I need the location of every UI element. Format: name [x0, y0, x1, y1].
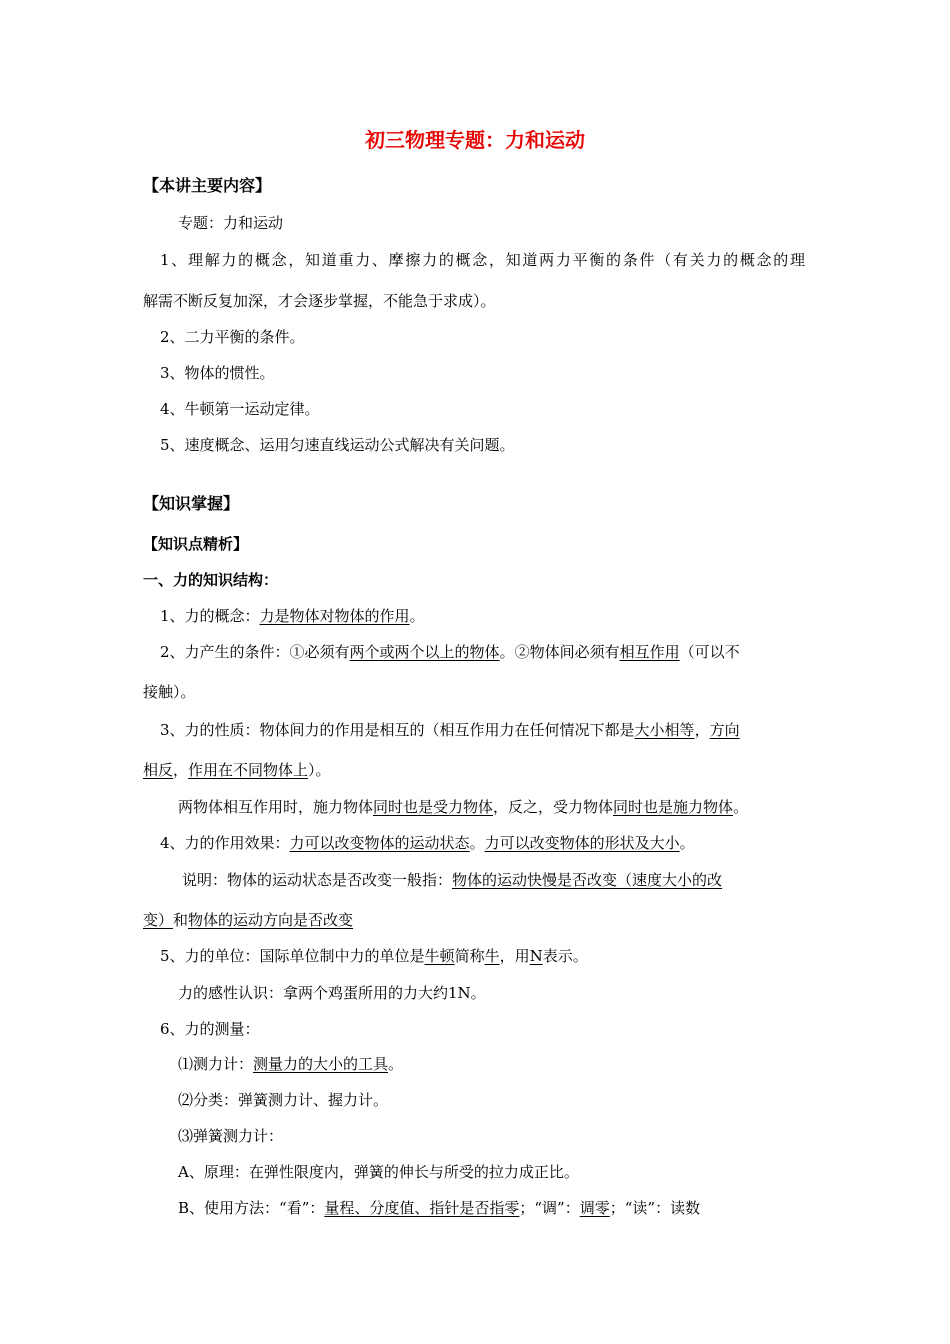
paragraph-force-measurement: 6、力的测量：: [160, 1020, 260, 1038]
paragraph-force-conditions: 2、力产生的条件：①必须有两个或两个以上的物体。②物体间必须有相互作用（可以不: [160, 643, 740, 661]
page-title: 初三物理专题：力和运动: [365, 128, 585, 152]
sub-item-usage: B、使用方法：“看”：量程、分度值、指针是否指零；“调”：调零；“读”：读数: [178, 1199, 701, 1217]
paragraph-continuation: 相反，作用在不同物体上）。: [143, 761, 331, 779]
part-heading: 一、力的知识结构：: [143, 571, 279, 589]
paragraph-force-unit: 5、力的单位：国际单位制中力的单位是牛顿简称牛，用N表示。: [160, 947, 588, 965]
sub-item-dynamometer: ⑴测力计：测量力的大小的工具。: [178, 1055, 404, 1073]
paragraph-force-nature: 3、力的性质：物体间力的作用是相互的（相互作用力在任何情况下都是大小相等，方向: [160, 721, 740, 739]
list-item: 2、二力平衡的条件。: [160, 328, 305, 346]
paragraph-continuation: 变）和物体的运动方向是否改变: [143, 911, 354, 929]
list-item: 3、物体的惯性。: [160, 364, 275, 382]
sub-item-classification: ⑵分类：弹簧测力计、握力计。: [178, 1091, 389, 1109]
topic-line: 专题：力和运动: [178, 214, 284, 232]
sub-item-principle: A、原理：在弹性限度内，弹簧的伸长与所受的拉力成正比。: [178, 1163, 579, 1181]
list-item: 解需不断反复加深，才会逐步掌握，不能急于求成）。: [143, 292, 496, 310]
paragraph-continuation: 接触）。: [143, 683, 196, 701]
paragraph-force-effects: 4、力的作用效果：力可以改变物体的运动状态。力可以改变物体的形状及大小。: [160, 834, 695, 852]
list-item: 4、牛顿第一运动定律。: [160, 400, 320, 418]
section-heading-main-content: 【本讲主要内容】: [143, 176, 272, 195]
sub-item-spring-scale: ⑶弹簧测力计：: [178, 1127, 284, 1145]
section-heading-knowledge: 【知识掌握】: [143, 494, 240, 513]
paragraph-force-concept: 1、力的概念：力是物体对物体的作用。: [160, 607, 425, 625]
list-item: 1、理解力的概念，知道重力、摩擦力的概念，知道两力平衡的条件（有关力的概念的理: [160, 251, 805, 269]
paragraph-force-sense: 力的感性认识：拿两个鸡蛋所用的力大约1N。: [178, 984, 486, 1002]
paragraph-interaction: 两物体相互作用时，施力物体同时也是受力物体，反之，受力物体同时也是施力物体。: [178, 798, 749, 816]
list-item: 5、速度概念、运用匀速直线运动公式解决有关问题。: [160, 436, 515, 454]
paragraph-explanation: 说明：物体的运动状态是否改变一般指：物体的运动快慢是否改变（速度大小的改: [182, 871, 723, 889]
section-heading-points: 【知识点精析】: [143, 535, 249, 553]
